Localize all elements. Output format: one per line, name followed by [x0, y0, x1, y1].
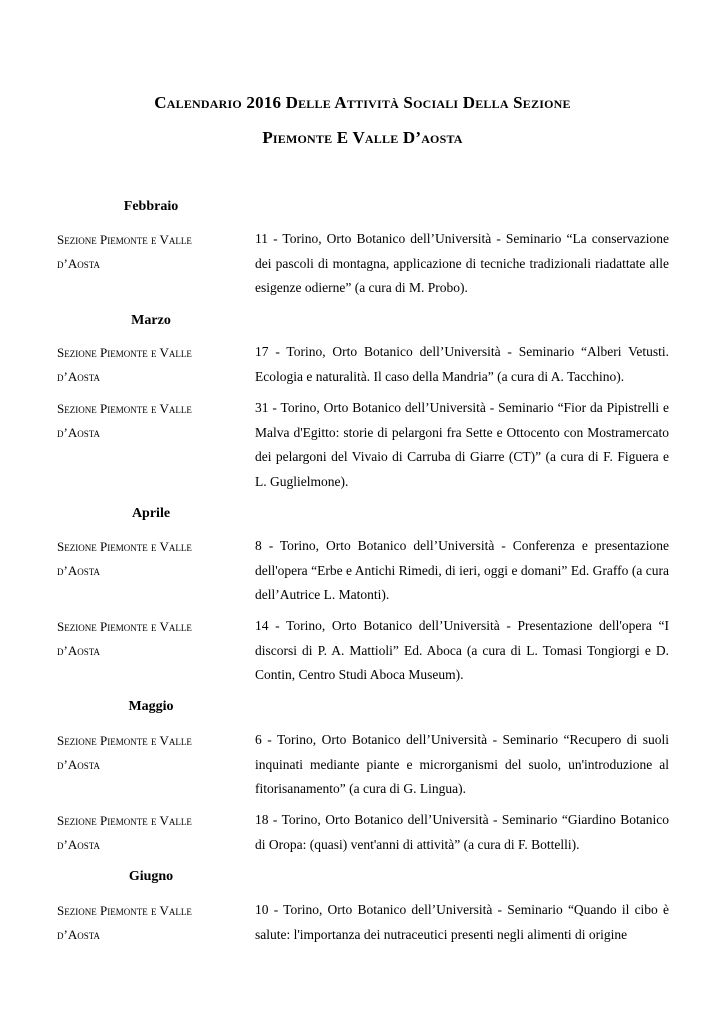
entry-org: Sezione Piemonte e Valle d’Aosta: [57, 733, 192, 772]
month-heading-giugno: Giugno: [128, 869, 174, 884]
month-heading-aprile: Aprile: [131, 506, 171, 521]
entry-description: 17 - Torino, Orto Botanico dell’Università - Seminario “Alberi Vetusti. Ecologia e naturalità. Il caso della Mandria” (a cura di A. Tacchino).: [255, 344, 669, 384]
entry-org: Sezione Piemonte e Valle d’Aosta: [57, 345, 192, 384]
entry-description: 6 - Torino, Orto Botanico dell’Università - Seminario “Recupero di suoli inquinati mediante piante e microrganismi del suolo, un'introduzione al fitorisanamento” (a cura di G. Lingua).: [255, 732, 669, 796]
month-heading-marzo: Marzo: [131, 313, 171, 328]
entry-description: 8 - Torino, Orto Botanico dell’Università - Conferenza e presentazione dell'opera “Erbe e Antichi Rimedi, di ieri, oggi e domani” Ed. Graffo (a cura dell’Autrice L. Matonti).: [255, 538, 669, 602]
entry-org: Sezione Piemonte e Valle d’Aosta: [57, 813, 192, 852]
entry-org: Sezione Piemonte e Valle d’Aosta: [57, 401, 192, 440]
month-heading-febbraio: Febbraio: [123, 199, 179, 214]
entry-description: 10 - Torino, Orto Botanico dell’Università - Seminario “Quando il cibo è salute: l'importanza dei nutraceutici presenti negli alimenti di origine: [255, 902, 669, 942]
entry-description: 18 - Torino, Orto Botanico dell’Università - Seminario “Giardino Botanico di Oropa: (quasi) vent'anni di attività” (a cura di F. Bottelli).: [255, 812, 669, 852]
page-title-line-1: Calendario 2016 Delle Attività Sociali Della Sezione: [154, 93, 571, 112]
entry-org: Sezione Piemonte e Valle d’Aosta: [57, 539, 192, 578]
page-title-line-2: Piemonte E Valle D’aosta: [262, 128, 463, 147]
month-heading-maggio: Maggio: [128, 699, 174, 714]
entry-org: Sezione Piemonte e Valle d’Aosta: [57, 619, 192, 658]
entry-org: Sezione Piemonte e Valle d’Aosta: [57, 232, 192, 271]
entry-org: Sezione Piemonte e Valle d’Aosta: [57, 903, 192, 942]
entry-description: 31 - Torino, Orto Botanico dell’Università - Seminario “Fior da Pipistrelli e Malva d'Egitto: storie di pelargoni fra Sette e Ottocento con Mostramercato dei pelargoni del Vivaio di Carruba di Giarre (CT)” (a cura di F. Figuera e L. Guglielmone).: [255, 400, 669, 489]
entry-description: 14 - Torino, Orto Botanico dell’Università - Presentazione dell'opera “I discorsi di P. A. Mattioli” Ed. Aboca (a cura di L. Tomasi Tongiorgi e D. Contin, Centro Studi Aboca Museum).: [255, 618, 669, 682]
entry-description: 11 - Torino, Orto Botanico dell’Università - Seminario “La conservazione dei pascoli di montagna, applicazione di tecniche tradizionali riadattate alle esigenze odierne” (a cura di M. Probo).: [255, 231, 669, 295]
